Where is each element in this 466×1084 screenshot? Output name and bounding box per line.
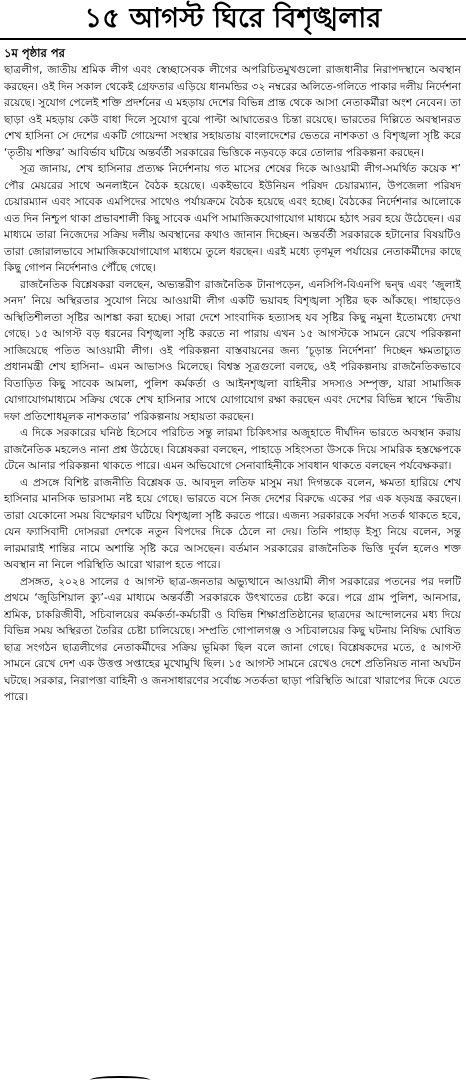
article-body: [4, 62, 461, 706]
clipping-edge: [90, 1076, 150, 1084]
paragraph: এ প্রসঙ্গে বিশিষ্ট রাজনীতি বিশ্লেষক ড. আবদুল লতিফ মাসুম নয়া দিগন্তকে বলেন, ক্ষমতা হারিয়ে শেখ হাসিনার মানসিক ভারসাম্য নষ্ট হয়ে গেছে। ভারতে বসে নিজ দেশের বিরুদ্ধে একের পর এক ষড়যন্ত্র করছেন। তারা যেকোনো সময় বিস্ফোরণ ঘটিয়ে বিশৃঙ্খলা সৃষ্টি করতে পারে। এজন্য সরকারকে সর্বদা সতর্ক থাকতে হবে, যেন ফ্যাসিবাদী দোসররা দেশকে নতুন বিপদের দিকে ঠেলে না দেয়। তিনি পাহাড় ইস্যু নিয়ে বলেন, সন্তু লারমারাই শান্তির নামে অশান্তি সৃষ্টি করে আসছেন। বর্তমান সরকারের রাজনৈতিক ভিত্তি দুর্বল হলেও শক্ত অবস্থান না নিলে পরিস্থিতি আরো খারাপ হতে পারে।: [4, 476, 461, 571]
continued-from-label: ১ম পৃষ্ঠার পর: [4, 46, 65, 60]
paragraph: রাজনৈতিক বিশ্লেষকরা বলছেন, অভ্যন্তরীণ রাজনৈতিক টানাপড়েন, এনসিপি-বিএনপি দ্বন্দ্ব এবং ‘জুলাই সনদ’ নিয়ে অস্থিরতার সুযোগ নিয়ে আওয়ামী লীগ একটি ভয়াবহ বিশৃঙ্খলা সৃষ্টির ছক আঁকছে। পাহাড়েও অস্থিতিশীলতা সৃষ্টির আশঙ্কা করা হচ্ছে। সারা দেশে সাংবাদিক হত্যাসহ যব সৃষ্টির কিছু নমুনা ইতোমধ্যে দেখা গেছে। ১৫ আগস্ট বড় ধরনের বিশৃঙ্খলা সৃষ্টি করতে না পারায় এখন ১৫ আগস্টকে সামনে রেখে পরিকল্পনা সাজিয়েছে পতিত আওয়ামী লীগ। ওই পরিকল্পনা বাস্তবায়নের জন্য ‘চূড়ান্ত নির্দেশনা’ দিচ্ছেন ক্ষমতাচ্যুত প্রধানমন্ত্রী শেখ হাসিনা– এমন আভাসও মিলেছে। বিশ্বস্ত সূত্রগুলো বলছে, ওই পরিকল্পনায় রাজনৈতিকভাবে বিতাড়িত কিছু সাবেক আমলা, পুলিশ কর্মকর্তা ও আইনশৃঙ্খলা বাহিনীর সদস্যও সম্পৃক্ত, যারা সামাজিক যোগাযোগমাধ্যমে সক্রিয় থেকে শেখ হাসিনার সাথে যোগাযোগ রক্ষা করছেন এবং দেশের বিভিন্ন স্থানে ‘দ্বিতীয় দফা প্রতিশোধমূলক নাশকতার’ পরিকল্পনায় সহায়তা করছেন।: [4, 278, 461, 423]
paragraph: এ দিকে সরকারের ঘনিষ্ঠ হিসেবে পরিচিত সন্তু লারমা চিকিৎসার অজুহাতে দীর্ঘদিন ভারতে অবস্থান করায় রাজনৈতিক মহলেও নানা প্রশ্ন উঠেছে। বিশ্লেষকরা বলছেন, পাহাড়ে সহিংসতা উসকে দিয়ে সামরিক হস্তক্ষেপকে টেনে আনার পরিকল্পনা থাকতে পারে। এমন অভিযোগে সেনাবাহিনীকে সাবধান থাকতে বলছেন পর্যবেক্ষকরা।: [4, 427, 461, 472]
headline: ১৫ আগস্ট ঘিরে বিশৃঙ্খলার: [84, 3, 382, 34]
headline-rule: [0, 38, 466, 40]
paragraph: সূত্র জানায়, শেখ হাসিনার প্রত্যক্ষ নির্দেশনায় গত মাসের শেষের দিকে আওয়ামী লীগ-সমর্থিত কয়েক শ’ পৌর মেয়রের সাথে অনলাইনে বৈঠক হয়েছে। একইভাবে ইউনিয়ন পরিষদ চেয়ারম্যান, উপজেলা পরিষদ চেয়ারম্যান এবং সাবেক এমপিদের সাথেও পর্যায়ক্রমে বৈঠক হয়েছে এবং হচ্ছে। বৈঠকের নির্দেশনার আলোকে এত দিন নিশ্চুপ থাকা প্রভাবশালী কিছু সাবেক এমপি সামাজিকযোগাযোগ মাধ্যমে হঠাৎ সরব হয়ে উঠেছেন। এর মাধ্যমে তারা নিজেদের সক্রিয় দলীয় অবস্থানের কথাও জানান দিচ্ছেন। অন্তর্বর্তী সরকারকে হটানোর বিষয়টিও তারা জোরালভাবে সামাজিকযোগাযোগ মাধ্যমে তুলে ধরছেন। এরই মধ্যে তৃণমূল পর্যায়ের নেতাকর্মীদের কাছে কিছু গোপন নির্দেশনাও পৌঁছে গেছে।: [4, 163, 461, 274]
paragraph: ছাত্রলীগ, জাতীয় শ্রমিক লীগ এবং স্বেচ্ছাসেবক লীগের অপরিচিতমুখগুলো রাজধানীর নিরাপদস্থানে অবস্থান করছেন। ওই দিন সকাল থেকেই গ্রেফতার এড়িয়ে ধানমন্ডির ৩২ নম্বরের অলিতে-গলিতে পাকার দলীয় নির্দেশনা রয়েছে। সুযোগ পেলেই শক্তি প্রদর্শনের এ মহড়ায় দেশের বিভিন্ন প্রান্ত থেকে আসা নেতাকর্মীরা অংশ নেবেন। তা ছাড়া ওই মহড়ায় কেউ বাধা দিলে সুযোগ বুঝে পাল্টা আঘাতেরও চিন্তা রয়েছে। ভারতের দিল্লিতে অবস্থানরত শেখ হাসিনা সে দেশের একটি গোয়েন্দা সংস্থার সহায়তায় বাংলাদেশের ভেতরে নাশকতা ও বিশৃঙ্খলা সৃষ্টি করে ‘তৃতীয় শক্তির’ আবির্ভাব ঘটিয়ে অন্তর্বর্তী সরকারের ভিত্তিকে নড়বড়ে করে তোলার পরিকল্পনা করছেন।: [4, 64, 461, 159]
paragraph: প্রসঙ্গত, ২০২৪ সালের ৫ আগস্ট ছাত্র-জনতার অভ্যুত্থানে আওয়ামী লীগ সরকারের পতনের পর দলটি প্রথমে ‘জুডিশিয়াল ক্যু’-এর মাধ্যমে অন্তর্বর্তী সরকারকে উৎখাতের চেষ্টা করে। পরে গ্রাম পুলিশ, আনসার, শ্রমিক, চাকরিজীবী, সচিবালয়ের কর্মকর্তা-কর্মচারী ও বিভিন্ন শিক্ষাপ্রতিষ্ঠানের ছাত্রদের আন্দোলনের মধ্য দিয়ে বিভিন্ন সময় অস্থিরতা তৈরির চেষ্টা চালিয়েছে। সম্প্রতি গোপালগঞ্জ ও সচিবালয়ের কিছু ঘটনায় নিষিদ্ধ ঘোষিত ছাত্র সংগঠন ছাত্রলীগের নেতাকর্মীদের সক্রিয় ভূমিকা ছিল বলে জানা গেছে। বিশ্লেষকদের মতে, ৫ আগস্ট সামনে রেখে দেশ এক উত্তপ্ত সপ্তাহের মুখোমুখি ছিল। ১৫ আগস্ট সামনে রেখেও দেশে প্রতিনিয়ত নানা অঘটন ঘটছে। সরকার, নিরাপত্তা বাহিনী ও জনসাধারণের সর্বোচ্চ সতর্কতা ছাড়া পরিস্থিতি আরো খারাপের দিকে যেতে পারে।: [4, 575, 461, 703]
